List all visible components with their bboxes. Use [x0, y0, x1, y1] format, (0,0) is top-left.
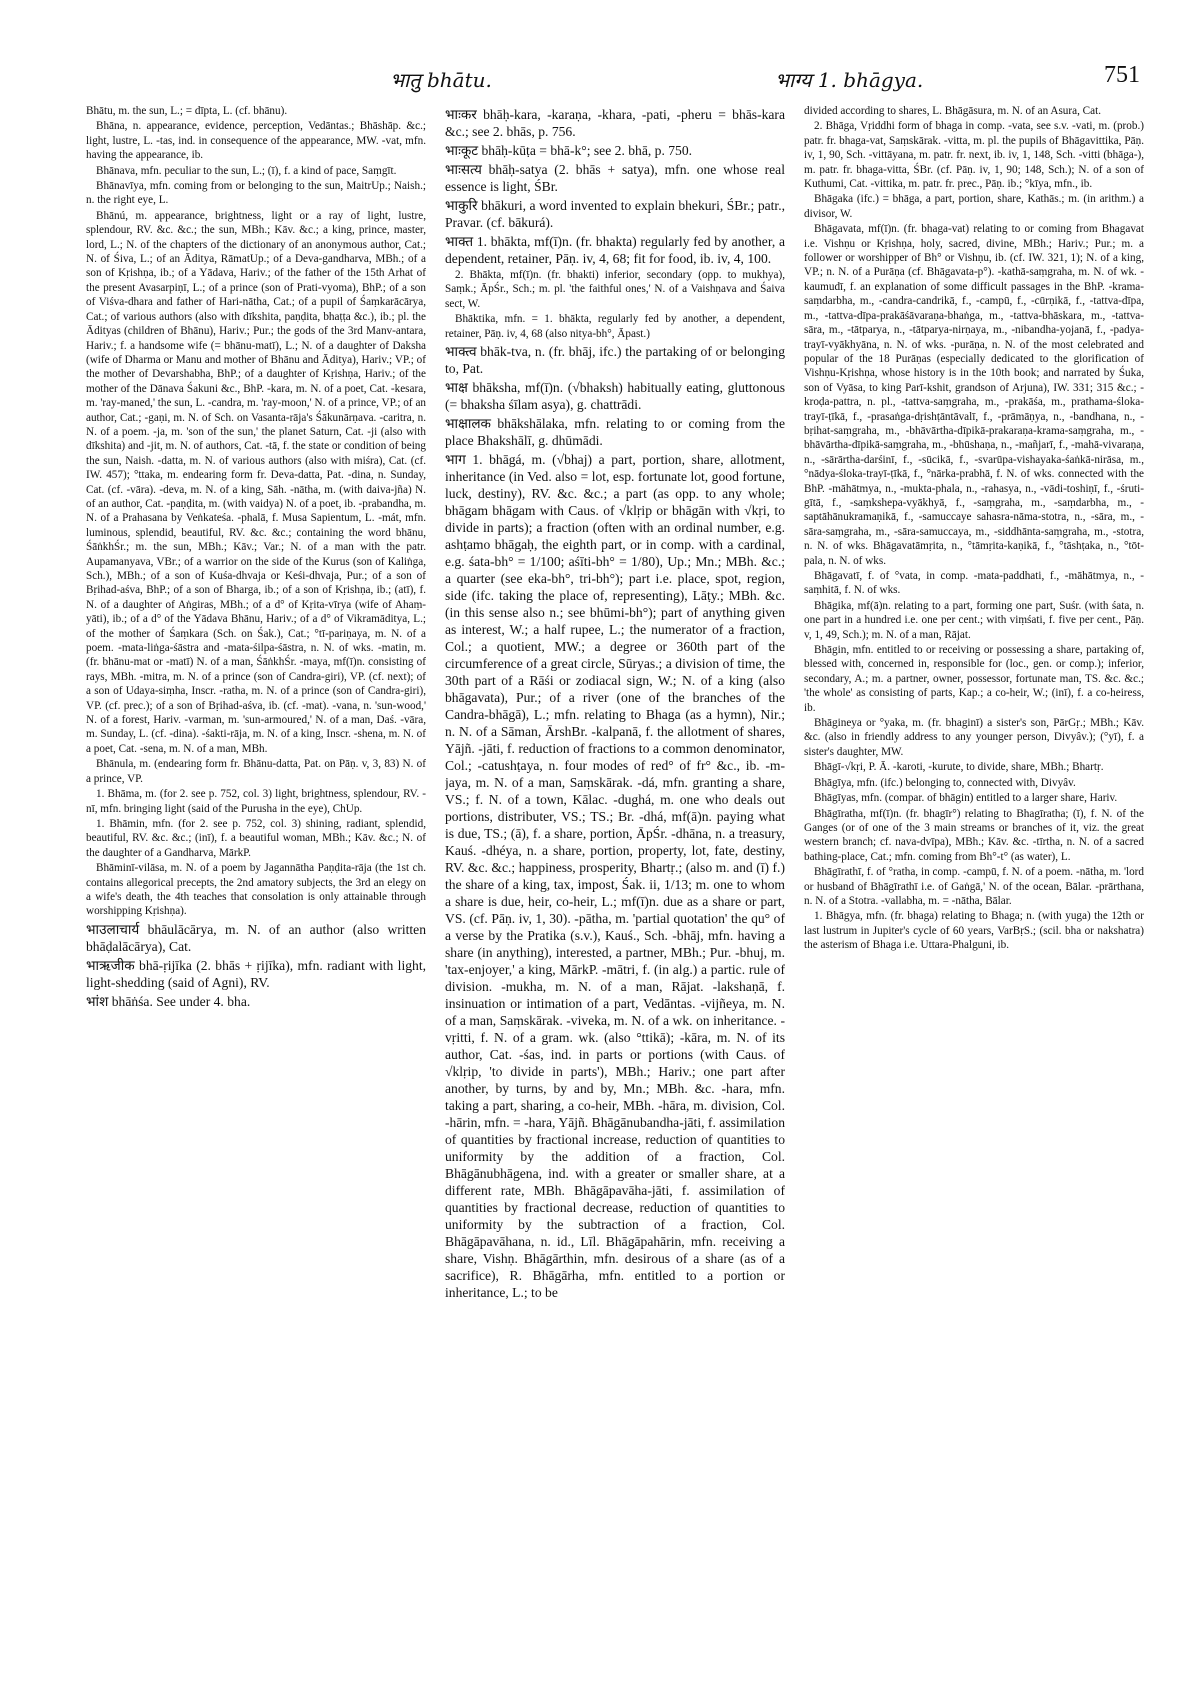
entry-bhagi-kri: Bhāgī-√kṛi, P. Ā. -karoti, -kurute, to divide, share, MBh.; Bhartṛ. — [814, 761, 1104, 774]
entry-bhagavata: Bhāgavata, mf(ī)n. (fr. bhaga-vat) relating to or coming from Bhagavat i.e. Vishṇu or Kṛishṇa, holy, sacred, divine, MBh.; Hariv.; Pur.; m. a follower or worshipper of Bh° or Vishṇu, ib. (cf. IW. 321, 1); N. of a king, VP.; n. N. of a Purāṇa (cf. Bhāgavata-p°). -kathā-saṃgraha, m. N. of wk. -kaumudī, f. an explanation of some difficult passages in the BhP. -krama-saṃdarbha, m., -candra-candrikā, f., -campū, f., -cūrṇikā, f., -tattva-dīpa, m., -tattva-dīpa-prakāśāvaraṇa-bhaṅga, m., -tattva-bhāskara, m., -tattva-sāra, m., -tātparya, n., -tātparya-nirṇaya, m., -nibandha-yojanā, f., -padya-trayī-vyākhyāna, n. N. of wks. -purāṇa, n. N. of the most celebrated and popular of the 18 Purāṇas (especially dedicated to the glorification of Vishṇu-Kṛishṇa, whose history is in the 10th book; and narrated by Śuka, son of Vyāsa, to king Parī-kshit, grandson of Arjuna), IW. 331; 315 &c.; -kroḍa-pattra, n. pl., -tattva-saṃgraha, m., -prakāśa, m., prathama-śloka-trayī-ṭīkā, f., -prasaṅga-dṛishṭāntāvalī, f., -prāmāṇya, n., -bandhana, n., -bṛihat-saṃgraha, m., -bhāvārtha-dīpikā-prakaraṇa-krama-saṃgraha, m., -bhāvārtha-dīpikā-saṃgraha, m., -bhūshaṇa, n., -mañjarī, f., -mahā-vivaraṇa, n., -sārārtha-darśinī, f., -sūcikā, f., -svarūpa-vishayaka-śaṅkā-nirāsa, m., °nādya-śloka-trayī-ṭīkā, f., °nārka-prabhā, f. N. of wks. connected with the BhP. -māhātmya, n., -mukta-phala, n., -rahasya, n., -vādi-toshiṇī, f., -śruti-gītā, f., -saṃkshepa-vyākhyā, f., -saṃgraha, m., -saṃdarbha, m., -saptāhānukramaṇikā, f., -samuccaye sahasra-nāma-stotra, n., -sāra, m., -sāra-saṃgraha, m., -sāra-samuccaya, m., -siddhānta-saṃgraha, m., -stotra, n. N. of wks. Bhāgavatāmṛita, n., °tāmṛita-kaṇikā, f., °tāshṭaka, n., °tōt-pala, n. N. of wks. — [804, 223, 1144, 567]
running-head-left: भातु bhātu. — [390, 68, 492, 92]
entry-bhagaka: Bhāgaka (ifc.) = bhāga, a part, portion, share, Kathās.; m. (in arithm.) a divisor, W. — [804, 193, 1144, 220]
entry-bhagineya: Bhāgineya or °yaka, m. (fr. bhaginī) a sister's son, PārGṛ.; MBh.; Kāv. &c. (also in friendly address to any younger person, Divyâv.); (°yī), f. a sister's daughter, MW. — [804, 717, 1144, 758]
entry-bhatu: Bhātu, m. the sun, L.; = dīpta, L. (cf. bhānu). — [86, 105, 288, 117]
column-1 — [86, 104, 426, 1664]
running-head-right: भाग्य 1. bhāgya. — [775, 68, 924, 92]
entry-bhanava: Bhānava, mfn. peculiar to the sun, L.; (ī), f. a kind of pace, Saṃgīt. — [96, 164, 397, 177]
entry-bhana: Bhāna, n. appearance, evidence, perception, Vedāntas.; Bhāshāp. &c.; light, lustre, L. -tas, ind. in consequence of the appearance, MW. -vat, mfn. having the appearance, ib. — [86, 120, 426, 162]
entry-bhanula: Bhānula, m. (endearing form fr. Bhānu-datta, Pat. on Pāṇ. v, 3, 83) N. of a prince, VP. — [86, 758, 426, 785]
entry-bhanu: Bhānú, m. appearance, brightness, light or a ray of light, lustre, splendour, RV. &c. &c.; the sun, MBh.; Kāv. &c.; a king, prince, master, lord, L.; N. of the chapters of the dictionary of an anonymous author, Cat.; N. of Śiva, L.; of an Āditya, RāmatUp.; of a Deva-gandharva, MBh.; of a son of Kṛishṇa, ib.; of a Yādava, Hariv.; of the father of the 15th Arhat of the present Avasarpiṇī, L.; of a prince (son of Prati-vyoma), BhP.; of a son of Viśva-dhara and father of Hari-nātha, Cat.; of a pupil of Śaṃkarācārya, Cat.; of various authors (also with dīkshita, paṇḍita, bhaṭṭa &c.), ib.; pl. the Ādityas (children of Bhānu), Hariv.; Pur.; the gods of the 3rd Manv-antara, Hariv.; f. a handsome wife (= bhānu-matī), L.; N. of a daughter of Daksha (wife of Dharma or Manu and mother of Bhānu and Āditya), Hariv.; VP.; of the mother of Devarshabha, BhP.; of a daughter of Kṛishṇa, Hariv.; of the mother of the Dānava Śakuni &c., BhP. -kara, m. N. of a poet, Cat. -kesara, m. 'ray-maned,' the sun, L. -candra, m. 'ray-moon,' N. of a prince, VP.; of an author, Cat.; -gaṇi, m. N. of Sch. on Vasanta-rāja's Śākunārṇava. -caritra, n. N. of a poem. -ja, m. 'son of the sun,' the planet Saturn, Cat. -ji (also with dīkshita) and -jit, m. N. of authors, Cat. -tā, f. the state or condition of being the sun, Naish. -datta, m. N. of various authors (also with miśra), Cat. (cf. IW. 457); °ttaka, m. endearing form fr. Deva-datta, Pat. -dina, n. Sunday, Cat. (cf. -vāra). -deva, m. N. of a king, Sāh. -nātha, m. (with daiva-jña) N. of an author, Cat. -paṇḍita, m. (with vaidya) N. of a poet, ib. -prabandha, m. N. of a Prahasana by Veṅkateśa. -phalā, f. Musa Sapientum, L. -mát, mfn. luminous, splendid, beautiful, RV. &c. &c.; containing the word bhānu, ŚāṅkhŚr.; m. the sun, MBh.; Kāv.; Var.; N. of a man with the patr. Aupamanyava, VBr.; of a warrior on the side of the Kurus (son of Kaliṅga, Sch.), MBh.; of a son of Kuśa-dhvaja or Keśi-dhvaja, Pur.; of a son of Bṛihad-aśva, BhP.; of a son of Bharga, ib.; of a son of Kṛishṇa, ib.; (atī), f. N. of a daughter of Aṅgiras, MBh.; of a d° of Kṛita-vīrya (wife of Ahaṃ-yāti), ib.; of a d° of the Yādava Bhānu, Hariv.; of a d° of Vikramāditya, L.; of the mother of Śaṃkara (Sch. on Śak.), Cat.; °tī-pariṇaya, m. N. of a poem. -mata-liṅga-śāstra and -mata-śilpa-śāstra, n. N. of wks. -matin, m. (fr. bhānu-mat or -matī) N. of a man, ŚāṅkhŚr. -maya, mf(ī)n. consisting of rays, MBh. -mitra, m. N. of a prince (son of Candra-giri), VP. (cf. next); of a son of Udaya-siṃha, Inscr. -ratha, m. N. of a prince (son of Candra-giri), VP. (cf. prec.); of a son of Bṛihad-aśva, ib. (cf. -mat). -vana, n. 'sun-wood,' N. of a forest, Hariv. -varman, m. 'sun-armoured,' N. of a man, Daś. -vāra, m. Sunday, L. (cf. -dina). -śakti-rāja, m. N. of a king, Inscr. -shena, m. N. of a poet, Cat. -sena, m. N. of a man, MBh. — [86, 209, 426, 755]
entry-bhakshalaka: भाक्षालक bhākshālaka, mfn. relating to or coming from the place Bhakshālī, g. dhūmādi. — [445, 416, 785, 449]
entry-bhama: 1. Bhāma, m. (for 2. see p. 752, col. 3) light, brightness, splendour, RV. -nī, mfn. bringing light (said of the Purusha in the eye), ChUp. — [86, 788, 426, 815]
dictionary-columns — [86, 104, 1144, 1664]
entry-bhamini-vilasa: Bhāminī-vilāsa, m. N. of a poem by Jagannātha Paṇḍita-rāja (the 1st ch. contains allegorical precepts, the 2nd amatory subjects, the 3rd an elegy on a wife's death, the 4th teaches that consolation is only attainable through worshipping Kṛishṇa). — [86, 862, 426, 918]
entry-bhak-tva: भाक्त्व bhāk-tva, n. (fr. bhāj, ifc.) the partaking of or belonging to, Pat. — [445, 344, 785, 377]
entry-bhagika: Bhāgika, mf(ā)n. relating to a part, forming one part, Suśr. (with śata, n. one part in a hundred i.e. one per cent.; with viṃśati, f. five per cent., Pāṇ. v, 1, 49, Sch.); m. N. of a man, Rājat. — [804, 599, 1144, 641]
entry-bhaulacarya: भाउलाचार्य bhāulācārya, m. N. of an author (also written bhāḍalācārya), Cat. — [86, 921, 426, 954]
entry-bhagirathi: Bhāgīrathī, f. of °ratha, in comp. -campū, f. N. of a poem. -nātha, m. 'lord or husband of Bhāgīrathī i.e. of Gaṅgā,' N. of the ocean, Bālar. -prārthana, n. N. of a Stotra. -vallabha, m. = -nātha, Bālar. — [804, 866, 1144, 907]
entry-bhagin: Bhāgin, mfn. entitled to or receiving or possessing a share, partaking of, blessed with, concerned in, responsible for (loc., gen. or comp.); inferior, secondary, A.; m. a partner, owner, possessor, fortunate man, TS. &c. &c.; 'the whole' as consisting of parts, Kap.; a co-heir, W.; (inī), f. a co-heiress, ib. — [804, 644, 1144, 714]
entry-bhakta-2: 2. Bhākta, mf(ī)n. (fr. bhakti) inferior, secondary (opp. to mukhya), Saṃk.; ĀpŚr., Sch.; m. pl. 'the faithful ones,' N. of a Vaishṇava and Śaiva sect, W. — [445, 269, 785, 310]
entry-bhagya-1: 1. Bhāgya, mfn. (fr. bhaga) relating to Bhaga; n. (with yuga) the 12th or last lustrum in Jupiter's cycle of 60 years, VarBṛS.; (scil. bha or nakshatra) the asterism of Bhaga i.e. Uttara-Phalguni, ib. — [804, 910, 1144, 952]
entry-bhagiratha: Bhāgīratha, mf(ī)n. (fr. bhagīr°) relating to Bhagīratha; (ī), f. N. of the Ganges (or of one of the 3 main streams or branches of it, viz. the great western branch; cf. nava-dvīpa), MBh.; Kāv. &c. -tīrtha, n. N. of a sacred bathing-place, Cat.; mfn. coming from Bh°-t° (as water), L. — [804, 807, 1144, 863]
page-number: 751 — [1104, 62, 1140, 88]
entry-bhah-satya: भाःसत्य bhāḥ-satya (2. bhās + satya), mfn. one whose real essence is light, ŚBr. — [445, 162, 785, 194]
entry-bhakuri: भाकुरि bhākuri, a word invented to explain bhekuri, ŚBr.; patr., Pravar. (cf. bākurá). — [445, 198, 785, 230]
entry-bha-rijika: भाऋजीक bhā-ṛijīka (2. bhās + ṛijīka), mfn. radiant with light, light-shedding (said of Agni), RV. — [86, 957, 426, 990]
entry-continued: divided according to shares, L. Bhāgāsura, m. N. of an Asura, Cat. — [804, 105, 1102, 117]
entry-bhakta-1: भाक्त 1. bhākta, mf(ī)n. (fr. bhakta) regularly fed by another, a dependent, retainer, Pāṇ. iv, 4, 68; fit for food, ib. iv, 4, 100. — [445, 234, 785, 266]
entry-bhah-kara: भाःकर bhāḥ-kara, -karaṇa, -khara, -pati, -pheru = bhās-kara &c.; see 2. bhās, p. 756. — [445, 107, 785, 139]
entry-bhaksha: भाक्ष bhāksha, mf(ī)n. (√bhaksh) habitually eating, gluttonous (= bhaksha śīlam asya), g. chattrādi. — [445, 380, 785, 413]
entry-bhaga-1: भाग 1. bhāgá, m. (√bhaj) a part, portion, share, allotment, inheritance (in Ved. also = lot, esp. fortunate lot, good fortune, luck, destiny), RV. &c. &c.; a part (as opp. to any whole; bhāgam bhāgam with Caus. of √klṛip or bhāgān with √kṛi, to divide in parts); a fraction (often with an ordinal number, e.g. ashṭamo bhāgaḥ, the eighth part, or in comp. with a cardinal, e.g. śata-bh° = 1/100; aśīti-bh° = 1/80), Up.; Mn.; MBh. &c.; a quarter (see eka-bh°, tri-bh°); part i.e. place, spot, region, side (ifc. taking the place of, representing), Lāṭy.; MBh. &c. (in this sense also n.; see bhūmi-bh°); part of anything given as interest, W.; a half rupee, L.; the numerator of a fraction, Col.; a quotient, MW.; a degree or 360th part of the circumference of a great circle, Sūryas.; a division of time, the 30th part of a Rāśi or zodiacal sign, W.; N. of a king (also bhāgavata), Pur.; of a river (one of the branches of the Candra-bhāgā), L.; mfn. relating to Bhaga (as a hymn), Nir.; n. N. of a Sāman, ĀrshBr. -kalpanā, f. the allotment of shares, Yājñ. -jāti, f. reduction of fractions to a common denominator, Col.; -catushṭaya, n. four modes of red° of fr° &c., ib. -m-jaya, m. N. of a man, Saṃskārak. -dá, mfn. granting a share, VS.; f. N. of a town, Kālac. -dughá, m. one who deals out portions, distributer, VS.; TS.; Br. -dhá, mf(ā)n. paying what is due, TS.; (ā), f. a share, portion, ĀpŚr. -dhāna, n. a treasury, Kauś. -dhéya, n. a share, portion, property, lot, fate, destiny, RV. &c. &c.; happiness, prosperity, Bhartṛ.; (also m. and (ī) f.) the share of a king, tax, impost, Śak. ii, 1/13; m. one to whom a share is due, heir, co-heir, L.; mf(ī)n. due as a share or part, VS. (cf. Pāṇ. iv, 1, 30). -pātha, m. 'partial quotation' the qu° of a verse by the Pratika (s.v.), Kauś., Sch. -bhāj, mfn. having a share (in anything), interested, a partner, MBh.; Pur. -bhuj, m. 'tax-enjoyer,' a king, MārkP. -mātri, f. (in alg.) a partic. rule of division. -mukha, m. N. of a man, Rājat. -lakshaṇā, f. insinuation or intimation of a part, Vedāntas. -vijñeya, m. N. of a man, Saṃskārak. -viveka, m. N. of a wk. on inheritance. -vṛitti, f. N. of a gram. wk. (also °ttikā); -kāra, m. N. of its author, Cat. -śas, ind. in parts or portions (with Caus. of √klṛip, 'to divide in parts'), MBh.; Hariv.; one part after another, by turns, by and by, Mn.; MBh. &c. -hara, mfn. taking a part, sharing, a co-heir, MBh. -hāra, m. division, Col. -hārin, mfn. = -hara, Yājñ. Bhāgānubandha-jāti, f. assimilation of quantities by fractional increase, reduction of quantities to uniformity by the addition of a fraction, Col. Bhāgānubhāgena, ind. with a greater or smaller share, at a different rate, MBh. Bhāgāpavāha-jāti, f. assimilation of quantities by fractional decrease, reduction of quantities to uniformity by the subtraction of a fraction, Col. Bhāgāpavāhana, n. id., Līl. Bhāgāpahārin, mfn. receiving a share, Vishṇ. Bhāgārthin, mfn. desirous of a share (as of a sacrifice), R. Bhāgārha, mfn. entitled to a portion or inheritance, L.; to be — [445, 452, 785, 1301]
entry-bhamin: 1. Bhāmin, mfn. (for 2. see p. 752, col. 3) shining, radiant, splendid, beautiful, RV. &c. &c.; (inī), f. a beautiful woman, MBh.; Kāv. &c.; N. of the daughter of a Gandharva, MārkP. — [86, 817, 426, 859]
column-3 — [804, 104, 1144, 1664]
entry-bhanaviya: Bhānavīya, mfn. coming from or belonging to the sun, MaitrUp.; Naish.; n. the right eye, L. — [86, 180, 426, 207]
entry-bhansa: भांश bhāṅśa. See under 4. bha. — [86, 993, 251, 1009]
entry-bhaktika: Bhāktika, mfn. = 1. bhākta, regularly fed by another, a dependent, retainer, Pāṇ. iv, 4, 68 (also nitya-bh°, Āpast.) — [445, 313, 785, 340]
column-2 — [445, 104, 785, 1664]
entry-bhagiya: Bhāgīya, mfn. (ifc.) belonging to, connected with, Divyâv. — [814, 776, 1076, 789]
entry-bhagavati: Bhāgavatī, f. of °vata, in comp. -mata-paddhati, f., -māhātmya, n., -saṃhitā, f. N. of wks. — [804, 570, 1144, 597]
entry-bhaga-2: 2. Bhāga, Vṛiddhi form of bhaga in comp. -vata, see s.v. -vati, m. (prob.) patr. fr. bhaga-vat, Saṃskārak. -vitta, m. pl. the pupils of Bhāgavittika, Pāṇ. iv, 1, 90, Sch. -vittāyana, m. patr. fr. next, ib. iv, 1, 148, Sch. -vitti (bhāga-), m. patr. fr. bhaga-vitta, ŚBr. (cf. Pāṇ. iv, 1, 90; 148, Sch.); N. of a son of Kuthumi, Cat. -vittika, m. patr. fr. prec., Pāṇ. ib.; °kīya, mfn., ib. — [804, 120, 1144, 191]
entry-bhagiyas: Bhāgīyas, mfn. (compar. of bhāgin) entitled to a larger share, Hariv. — [814, 792, 1118, 805]
entry-bhah-kuta: भाःकूट bhāḥ-kūṭa = bhā-k°; see 2. bhā, p. 750. — [445, 143, 693, 158]
page-header — [60, 62, 1140, 96]
